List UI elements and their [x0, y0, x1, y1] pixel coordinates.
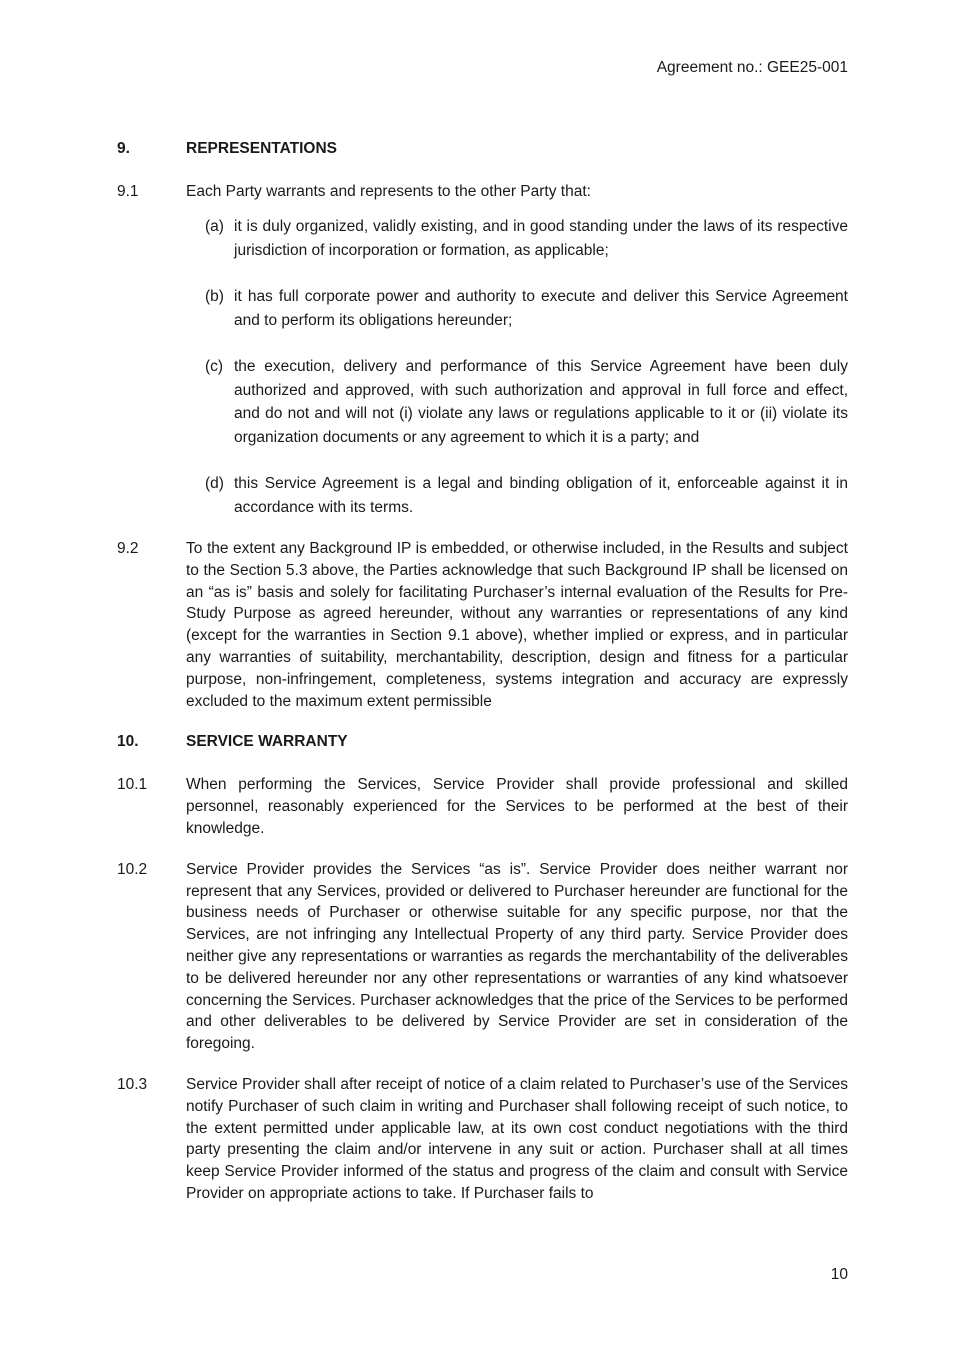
clause-text: Service Provider provides the Services “as is”. Service Provider does neither warrant nor represent that any Services, provided or delivered to Purchaser hereunder are functional for the business needs of Purchaser or otherwise suitable for any specific purpose, nor that the Services, are not infringing any Intellectual Property of any third party. Service Provider does neither give any representations or warranties as regards the merchantability of the deliverables to be delivered hereunder nor any other representations or warranties of any kind whatsoever concerning the Services. Purchaser acknowledges that the price of the Services to be performed and other deliverables to be delivered by Service Provider are set in consideration of the foregoing.: [186, 860, 848, 1053]
item-label: (d): [205, 475, 224, 492]
clause-intro: Each Party warrants and represents to the other Party that:: [186, 183, 591, 200]
section-9-heading: [117, 138, 848, 160]
item-label: (b): [205, 288, 224, 305]
clause-10-3: [117, 1074, 848, 1205]
document-body: [117, 138, 848, 1224]
clause-9-1: [117, 181, 848, 519]
section-title: SERVICE WARRANTY: [186, 733, 348, 751]
clause-number: 10.3: [117, 1075, 148, 1093]
item-text: the execution, delivery and performance of this Service Agreement have been duly authorized and approved, with such authorization and approval in full force and effect, and do not and will not (i) violate any laws or regulations applicable to it or (ii) violate its organization documents or any agreement to which it is a party; and: [234, 358, 848, 446]
clause-number: 10.2: [117, 860, 148, 878]
list-item: [205, 472, 848, 519]
agreement-number: Agreement no.: GEE25-001: [656, 59, 848, 76]
list-item: [205, 355, 848, 449]
section-number: 9.: [117, 140, 130, 157]
clause-text: To the extent any Background IP is embedded, or otherwise included, in the Results and subject to the Section 5.3 above, the Parties acknowledge that such Background IP shall be licensed on an “as is” basis and solely for facilitating Purchaser’s internal evaluation of the Results for Pre-Study Purpose as agreed hereunder, without any warranties or representations of any kind (except for the warranties in Section 9.1 above), whether implied or express, and in particular any warranties of suitability, merchantability, description, design and fitness for a particular purpose, non-infringement, completeness, systems integration and accuracy are expressly excluded to the maximum extent permissible: [186, 540, 848, 710]
item-text: it has full corporate power and authority to execute and deliver this Service Agreement and to perform its obligations hereunder;: [234, 288, 848, 329]
clause-body: [186, 181, 848, 519]
clause-text: When performing the Services, Service Provider shall provide professional and skilled personnel, reasonably experienced for the Services to be performed at the best of their knowledge.: [186, 776, 848, 837]
item-label: (a): [205, 218, 224, 235]
item-text: this Service Agreement is a legal and binding obligation of it, enforceable against it in accordance with its terms.: [234, 475, 848, 516]
clause-text: Service Provider shall after receipt of notice of a claim related to Purchaser’s use of the Services notify Purchaser of such claim in writing and Purchaser shall following receipt of such notice, to the extent permitted under applicable law, at its own cost conduct negotiations with the third party presenting the claim and/or intervene in any suit or action. Purchaser shall at all times keep Service Provider informed of the status and progress of the claim and consult with Service Provider on appropriate actions to take. If Purchaser fails to: [186, 1075, 848, 1202]
clause-10-1: [117, 774, 848, 839]
list-item: [205, 215, 848, 262]
clause-item-list: [205, 215, 848, 519]
section-10-heading: [117, 731, 848, 753]
item-text: it is duly organized, validly existing, and in good standing under the laws of its respective jurisdiction of incorporation or formation, as applicable;: [234, 218, 848, 259]
clause-number: 9.1: [117, 183, 139, 200]
section-number: 10.: [117, 733, 139, 751]
clause-9-2: [117, 538, 848, 712]
clause-number: 10.1: [117, 776, 148, 794]
page-number: 10: [830, 1266, 848, 1283]
clause-number: 9.2: [117, 540, 139, 557]
clause-10-2: [117, 859, 848, 1055]
section-title: REPRESENTATIONS: [186, 140, 337, 157]
list-item: [205, 285, 848, 332]
item-label: (c): [205, 358, 224, 375]
